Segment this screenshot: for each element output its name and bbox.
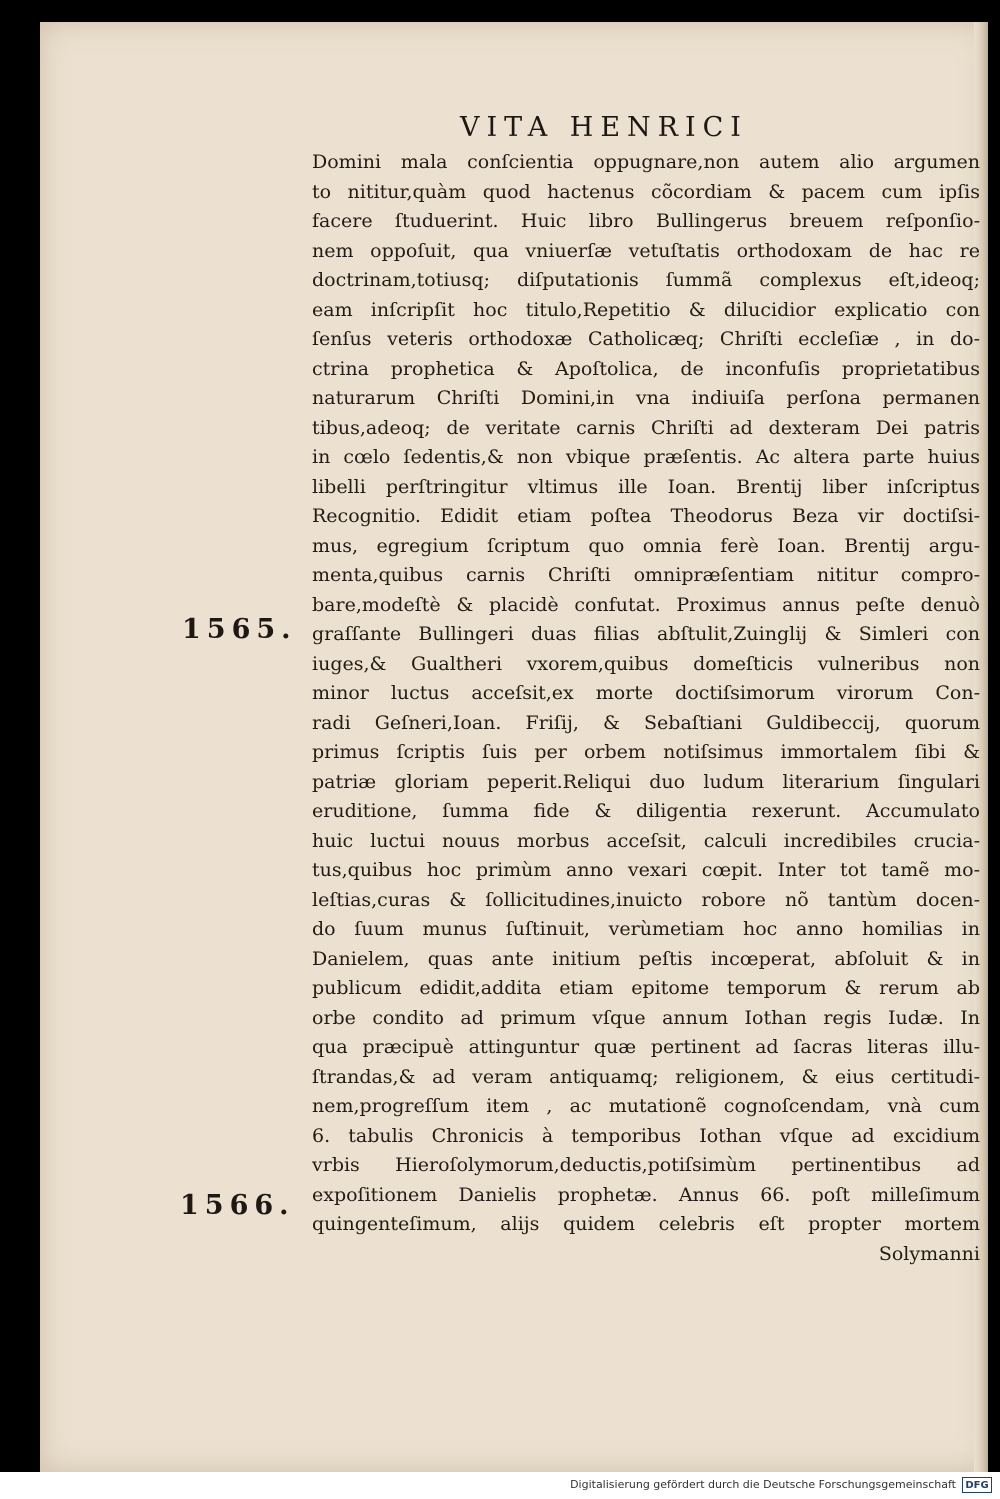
text-line: eam inſcripſit hoc titulo,Repetitio & dilucidior explicatio con: [312, 298, 980, 321]
text-line: primus ſcriptis ſuis per orbem notiſsimus immortalem ſibi &: [312, 741, 980, 763]
text-line: graſſante Bullingeri duas filias abſtulit,Zuinglij & Simleri con: [312, 623, 980, 645]
text-line: to nititur,quàm quod hactenus cõcordiam & pacem cum ipſis: [312, 180, 980, 203]
body-text: [312, 148, 980, 1269]
text-line: quingenteſimum, alijs quidem celebris eſt propter mortem: [312, 1213, 980, 1235]
text-line: Recognitio. Edidit etiam poſtea Theodorus Beza vir doctiſsi-: [312, 505, 980, 527]
text-line: qua præcipuè attinguntur quæ pertinent ad ſacras literas illu-: [312, 1036, 980, 1058]
dfg-logo-icon: DFG: [962, 1477, 992, 1493]
text-line: Domini mala conſcientia oppugnare,non autem alio argumen: [312, 151, 980, 173]
text-line: mus, egregium ſcriptum quo omnia ferè Ioan. Brentij argu-: [312, 534, 980, 557]
text-line: in cœlo ſedentis,& non vbique præſentis. Ac altera parte huius: [312, 446, 980, 468]
text-line: doctrinam,totiusq; diſputationis ſummã complexus eſt,ideoq;: [312, 269, 980, 291]
text-line: naturarum Chriſti Domini,in vna indiuiſa perſona permanen: [312, 387, 980, 409]
text-line: ſtrandas,& ad veram antiquamq; religionem, & eius certitudi-: [312, 1065, 980, 1088]
funding-credit: Digitalisierung gefördert durch die Deutsche Forschungsgemeinschaft: [570, 1478, 956, 1491]
text-line: eruditione, ſumma fide & diligentia rexerunt. Accumulato: [312, 800, 980, 822]
text-line: iuges,& Gualtheri vxorem,quibus domeſticis vulneribus non: [312, 652, 980, 675]
text-line: radi Geſneri,Ioan. Friſij, & Sebaſtiani Guldibeccij, quorum: [312, 711, 980, 734]
text-line: bare,modeſtè & placidè confutat. Proximus annus peſte denuò: [312, 593, 980, 616]
text-line: 6. tabulis Chronicis à temporibus Iothan vſque ad excidium: [312, 1124, 980, 1147]
text-line: tus,quibus hoc primùm anno vexari cœpit. Inter tot tamẽ mo-: [312, 859, 980, 881]
text-line: facere ſtuduerint. Huic libro Bullingerus breuem reſponſio-: [312, 210, 980, 232]
text-line: minor luctus acceſsit,ex morte doctiſsimorum virorum Con-: [312, 682, 980, 704]
margin-note-year: 1565.: [182, 614, 297, 645]
text-line: huic luctui nouus morbus acceſsit, calculi incredibiles crucia-: [312, 829, 980, 852]
text-line: tibus,adeoq; de veritate carnis Chriſti ad dexteram Dei patris: [312, 416, 980, 439]
funding-footer: [0, 1472, 1000, 1499]
text-line: libelli perſtringitur vltimus ille Ioan. Brentij liber inſcriptus: [312, 475, 980, 498]
text-line: menta,quibus carnis Chriſti omnipræſentiam nititur compro-: [312, 564, 980, 586]
text-line: vrbis Hieroſolymorum,deductis,potiſsimùm pertinentibus ad: [312, 1154, 980, 1176]
book-page: [40, 22, 988, 1472]
text-line: do ſuum munus ſuſtinuit, verùmetiam hoc anno homilias in: [312, 918, 980, 940]
text-line: expoſitionem Danielis prophetæ. Annus 66. poſt milleſimum: [312, 1183, 980, 1206]
text-line: leſtias,curas & ſollicitudines,inuicto robore nõ tantùm docen-: [312, 888, 980, 911]
text-line: nem,progreſſum item , ac mutationẽ cognoſcendam, vnà cum: [312, 1095, 980, 1117]
text-line: ctrina prophetica & Apoſtolica, de inconfuſis proprietatibus: [312, 357, 980, 380]
text-line: patriæ gloriam peperit.Reliqui duo ludum literarium ſingulari: [312, 770, 980, 793]
text-line: ſenſus veteris orthodoxæ Catholicæq; Chriſti eccleſiæ , in do-: [312, 328, 980, 350]
text-line: orbe condito ad primum vſque annum Iothan regis Iudæ. In: [312, 1006, 980, 1029]
text-line: Danielem, quas ante initium peſtis incœperat, abſoluit & in: [312, 947, 980, 970]
catchword: Solymanni: [878, 1242, 980, 1265]
running-head: VITA HENRICI: [460, 112, 748, 143]
margin-note-year: 1566.: [180, 1190, 295, 1221]
text-line: publicum edidit,addita etiam epitome temporum & rerum ab: [312, 977, 980, 999]
text-line: nem oppoſuit, qua vniuerſæ vetuſtatis orthodoxam de hac re: [312, 239, 980, 262]
